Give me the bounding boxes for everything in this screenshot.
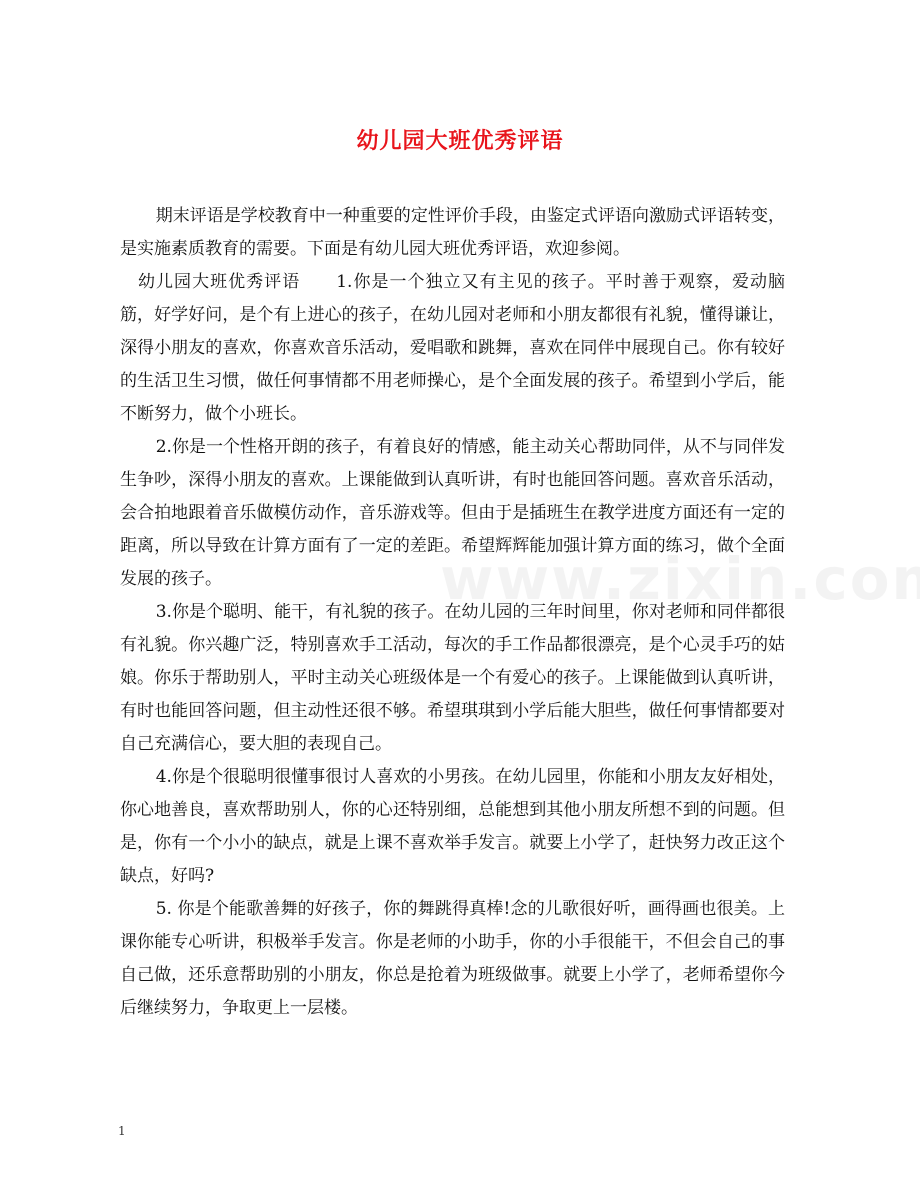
document-body [120, 200, 785, 1025]
comment-2: 2.你是一个性格开朗的孩子，有着良好的情感，能主动关心帮助同伴，从不与同伴发生争吵，深得小朋友的喜欢。上课能做到认真听讲，有时也能回答问题。喜欢音乐活动，会合拍地跟着音乐做模仿动作，音乐游戏等。但由于是插班生在教学进度方面还有一定的距离，所以导致在计算方面有了一定的差距。希望辉辉能加强计算方面的练习，做个全面发展的孩子。 [120, 437, 785, 589]
section-paragraph-1 [120, 266, 785, 431]
page-number: 1 [118, 1124, 126, 1138]
comment-1: 1.你是一个独立又有主见的孩子。平时善于观察，爱动脑筋，好学好问，是个有上进心的孩子，在幼儿园对老师和小朋友都很有礼貌，懂得谦让，深得小朋友的喜欢，你喜欢音乐活动，爱唱歌和跳舞，喜欢在同伴中展现自己。你有较好的生活卫生习惯，做任何事情都不用老师操心，是个全面发展的孩子。希望到小学后，能不断努力，做个小班长。 [120, 272, 786, 424]
comment-5: 5. 你是个能歌善舞的好孩子，你的舞跳得真棒!念的儿歌很好听，画得画也很美。上课你能专心听讲，积极举手发言。你是老师的小助手，你的小手很能干，不但会自己的事自己做，还乐意帮助别的小朋友，你总是抢着为班级做事。就要上小学了，老师希望你今后继续努力，争取更上一层楼。 [120, 899, 785, 1018]
document-title: 幼儿园大班优秀评语 [356, 128, 564, 154]
section-heading: 幼儿园大班优秀评语 [138, 272, 301, 292]
comment-3: 3.你是个聪明、能干，有礼貌的孩子。在幼儿园的三年时间里，你对老师和同伴都很有礼貌。你兴趣广泛，特别喜欢手工活动，每次的手工作品都很漂亮，是个心灵手巧的姑娘。你乐于帮助别人，平时主动关心班级体是一个有爱心的孩子。上课能做到认真听讲，有时也能回答问题，但主动性还很不够。希望琪琪到小学后能大胆些，做任何事情都要对自己充满信心，要大胆的表现自己。 [120, 602, 785, 754]
comment-4: 4.你是个很聪明很懂事很讨人喜欢的小男孩。在幼儿园里，你能和小朋友友好相处，你心地善良，喜欢帮助别人，你的心还特别细，总能想到其他小朋友所想不到的问题。但是，你有一个小小的缺点，就是上课不喜欢举手发言。就要上小学了，赶快努力改正这个缺点，好吗? [120, 767, 785, 886]
intro-paragraph: 期末评语是学校教育中一种重要的定性评价手段，由鉴定式评语向激励式评语转变，是实施素质教育的需要。下面是有幼儿园大班优秀评语，欢迎参阅。 [120, 206, 785, 259]
